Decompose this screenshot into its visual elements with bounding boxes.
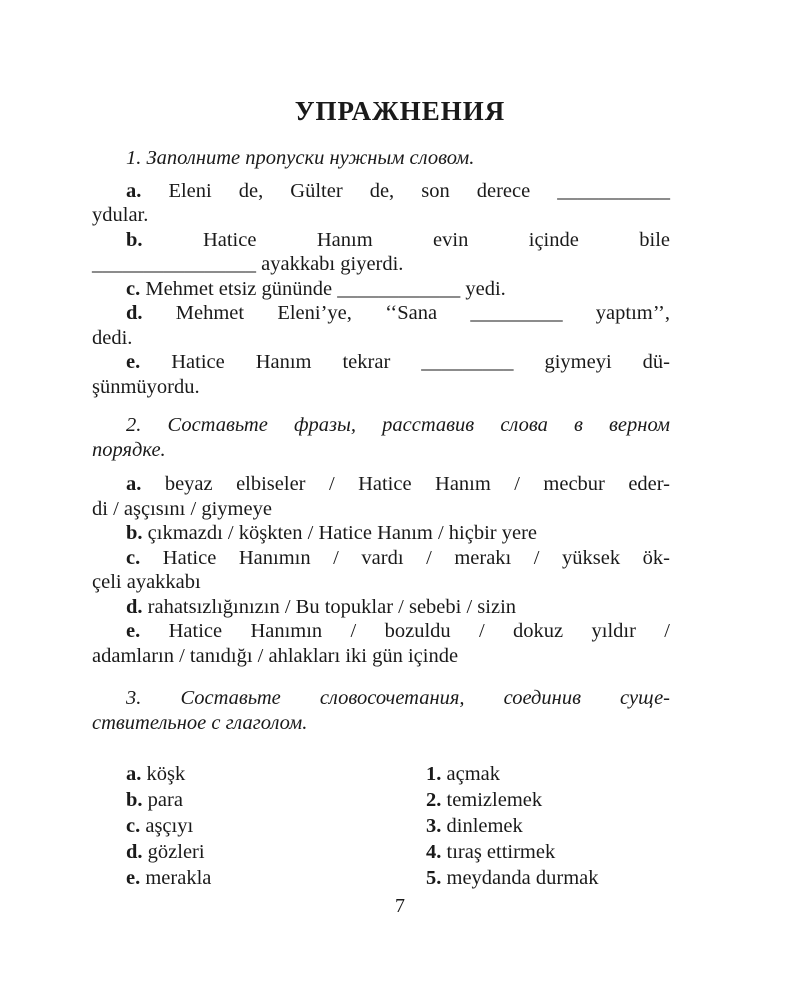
item-text: rahatsızlığınızın / Bu topuklar / sebebi / sizin [147,595,517,618]
exercise-2-item-c-cont: çeli ayakkabı [92,571,201,593]
page-title: УПРАЖНЕНИЯ [294,96,506,126]
verb-text: dinlemek [446,815,523,837]
exercise-1-item-c [92,277,670,302]
item-letter: a. [126,473,142,495]
exercise-2-item-a-cont: di / aşçısını / giymeye [92,497,272,520]
noun-letter: b. [126,789,143,811]
exercise-3-heading-line1: 3. Составьте словосочетания, соединив суще- [126,687,670,709]
item-letter: a. [126,179,142,202]
verb-number: 4. [426,841,442,863]
item-letter: d. [126,595,143,618]
exercise-2-item-d [92,595,670,620]
page-number: 7 [395,895,405,917]
item-text: Hatice Hanımın / bozuldu / dokuz yıldır / [168,620,670,642]
item-text: Mehmet etsiz gününde ____________ yedi. [145,277,506,300]
item-letter: e. [126,620,141,642]
item-text: çıkmazdı / köşkten / Hatice Hanım / hiçbir yere [147,522,538,544]
item-text: Hatice Hanım tekrar _________ giymeyi dü- [171,351,670,373]
verb-item [426,787,670,813]
noun-text: para [147,789,183,811]
exercise-1-item-e [92,350,670,375]
exercise-2-item-c [92,546,670,571]
verb-number: 3. [426,815,442,837]
exercise-3-heading-line2: ствительное с глаголом. [92,711,308,734]
item-text: Eleni de, Gülter de, son derece ___________ [168,179,671,202]
verb-number: 5. [426,867,442,889]
item-text: beyaz elbiseler / Hatice Hanım / mecbur eder- [164,473,671,495]
exercise-1-item-a [92,179,670,204]
verb-item [426,839,670,865]
exercise-1-item-e-cont: şünmüyordu. [92,375,200,398]
verb-item [426,813,670,839]
noun-letter: d. [126,841,143,863]
item-text: Hatice Hanımın / vardı / merakı / yüksek ök- [162,546,671,569]
verb-text: tıraş ettirmek [446,841,556,863]
item-text: Mehmet Eleni’ye, ‘‘Sana _________ yaptım’’, [175,302,670,324]
exercise-2-item-e-cont: adamların / tanıdığı / ahlakları iki gün içinde [92,644,459,667]
item-letter: d. [126,302,143,324]
verb-number: 2. [426,789,442,811]
item-letter: b. [126,228,143,251]
exercises-content [92,146,670,891]
noun-letter: a. [126,763,142,785]
verb-number: 1. [426,763,442,785]
item-letter: e. [126,351,141,373]
noun-item [126,787,394,813]
noun-text: köşk [146,763,186,785]
exercise-3-heading [92,686,670,735]
noun-letter: e. [126,867,141,889]
verb-text: temizlemek [446,789,543,811]
exercise-1-item-a-cont: ydular. [92,204,149,226]
noun-item [126,813,394,839]
noun-letter: c. [126,815,141,837]
verb-item [426,865,670,891]
exercise-2-item-a [92,472,670,497]
verbs-column [394,761,670,891]
exercise-2-heading-line2: порядке. [92,438,166,461]
verb-item [426,761,670,787]
item-text: Hatice Hanım evin içinde bile [202,228,671,251]
item-letter: b. [126,522,143,544]
noun-text: gözleri [147,841,205,863]
item-letter: c. [126,546,141,569]
exercise-1-item-d [92,301,670,326]
verb-text: meydanda durmak [446,867,599,889]
exercise-1-item-d-cont: dedi. [92,326,133,349]
exercise-2-heading [92,413,670,462]
item-letter: c. [126,277,141,300]
noun-item [126,761,394,787]
exercise-1-item-b-cont: ________________ ayakkabı giyerdi. [92,253,404,275]
noun-text: aşçıyı [145,815,194,837]
exercise-1-heading: 1. Заполните пропуски нужным словом. [126,147,475,169]
exercise-1-item-b [92,228,670,253]
noun-item [126,865,394,891]
noun-item [126,839,394,865]
matching-columns [92,761,670,891]
exercise-2-item-b [92,521,670,546]
exercise-2-heading-line1: 2. Составьте фразы, расставив слова в верном [126,414,670,436]
verb-text: açmak [446,763,500,785]
exercise-2-item-e [92,619,670,644]
noun-text: merakla [145,867,212,889]
nouns-column [92,761,394,891]
